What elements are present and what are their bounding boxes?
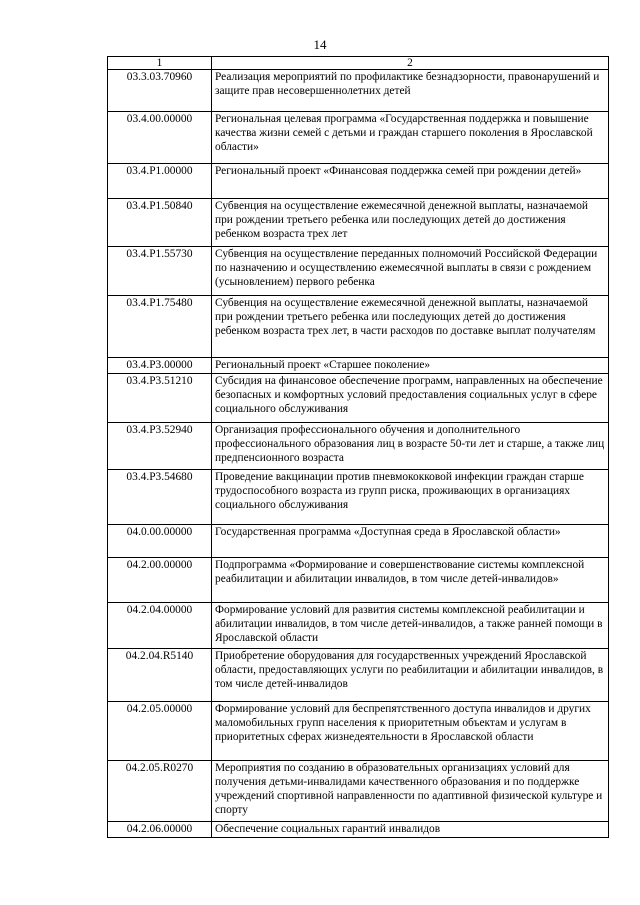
table-row — [108, 603, 609, 649]
table-row — [108, 423, 609, 470]
table-row — [108, 822, 609, 838]
row-code: 04.2.00.00000 — [108, 558, 212, 603]
table-row — [108, 558, 609, 603]
table-header-row — [108, 57, 609, 70]
row-description: Региональная целевая программа «Государственная поддержка и повышение качества жизни семей с детьми и граждан старшего поколения в Ярославской области» — [212, 112, 609, 164]
row-description: Организация профессионального обучения и дополнительного профессионального образования лиц в возрасте 50-ти лет и старше, а также лиц предпенсионного возраста — [212, 423, 609, 470]
row-code: 03.3.03.70960 — [108, 70, 212, 112]
row-code: 04.2.05.R0270 — [108, 761, 212, 822]
row-description: Реализация мероприятий по профилактике безнадзорности, правонарушений и защите прав несовершеннолетних детей — [212, 70, 609, 112]
table-row — [108, 112, 609, 164]
row-code: 03.4.P1.55730 — [108, 247, 212, 296]
row-description: Субсидия на финансовое обеспечение программ, направленных на обеспечение безопасных и комфортных условий предоставления социальных услуг в сфере социального обслуживания — [212, 374, 609, 423]
row-description: Формирование условий для беспрепятственного доступа инвалидов и других маломобильных групп населения к приоритетным объектам и услугам в приоритетных сферах жизнедеятельности в Ярославской области — [212, 702, 609, 761]
row-description: Субвенция на осуществление ежемесячной денежной выплаты, назначаемой при рождении третьего ребенка или последующих детей до достижения ребенком возраста трех лет — [212, 199, 609, 247]
table-row — [108, 70, 609, 112]
row-description: Подпрограмма «Формирование и совершенствование системы комплексной реабилитации и абилитации инвалидов, в том числе детей-инвалидов» — [212, 558, 609, 603]
row-code: 03.4.P1.75480 — [108, 296, 212, 358]
row-description: Государственная программа «Доступная среда в Ярославской области» — [212, 525, 609, 558]
table-row — [108, 199, 609, 247]
table-row — [108, 702, 609, 761]
budget-classification-table — [107, 56, 609, 838]
column-header-name: 2 — [212, 57, 609, 70]
row-code: 04.2.04.R5140 — [108, 649, 212, 702]
row-code: 04.2.06.00000 — [108, 822, 212, 838]
column-header-code: 1 — [108, 57, 212, 70]
row-code: 04.0.00.00000 — [108, 525, 212, 558]
row-code: 03.4.P1.00000 — [108, 164, 212, 199]
table-row — [108, 247, 609, 296]
row-description: Обеспечение социальных гарантий инвалидов — [212, 822, 609, 838]
row-description: Мероприятия по созданию в образовательных организациях условий для получения детьми-инвалидами качественного образования и по поддержке учреждений спортивной направленности по адаптивной физической культуре и спорту — [212, 761, 609, 822]
row-description: Приобретение оборудования для государственных учреждений Ярославской области, предоставляющих услуги по реабилитации и абилитации инвалидов, в том числе детей-инвалидов — [212, 649, 609, 702]
row-description: Субвенция на осуществление ежемесячной денежной выплаты, назначаемой при рождении третьего ребенка или последующих детей до достижения ребенком возраста трех лет, в части расходов по доставке выплат получателям — [212, 296, 609, 358]
row-code: 03.4.00.00000 — [108, 112, 212, 164]
row-code: 03.4.P3.51210 — [108, 374, 212, 423]
table-row — [108, 761, 609, 822]
table-row — [108, 470, 609, 525]
table-row — [108, 164, 609, 199]
row-code: 03.4.P1.50840 — [108, 199, 212, 247]
table-row — [108, 374, 609, 423]
row-description: Проведение вакцинации против пневмококковой инфекции граждан старше трудоспособного возраста из групп риска, проживающих в организациях социального обслуживания — [212, 470, 609, 525]
row-code: 03.4.P3.54680 — [108, 470, 212, 525]
page-number: 14 — [313, 37, 327, 52]
row-description: Формирование условий для развития системы комплексной реабилитации и абилитации инвалидов, в том числе детей-инвалидов, а также ранней помощи в Ярославской области — [212, 603, 609, 649]
row-description: Региональный проект «Финансовая поддержка семей при рождении детей» — [212, 164, 609, 199]
table-row — [108, 358, 609, 374]
table-row — [108, 649, 609, 702]
row-description: Субвенция на осуществление переданных полномочий Российской Федерации по назначению и осуществлению ежемесячной выплаты в связи с рождением (усыновлением) первого ребенка — [212, 247, 609, 296]
table-row — [108, 525, 609, 558]
table-row — [108, 296, 609, 358]
row-code: 04.2.05.00000 — [108, 702, 212, 761]
row-description: Региональный проект «Старшее поколение» — [212, 358, 609, 374]
row-code: 03.4.P3.52940 — [108, 423, 212, 470]
row-code: 03.4.P3.00000 — [108, 358, 212, 374]
row-code: 04.2.04.00000 — [108, 603, 212, 649]
